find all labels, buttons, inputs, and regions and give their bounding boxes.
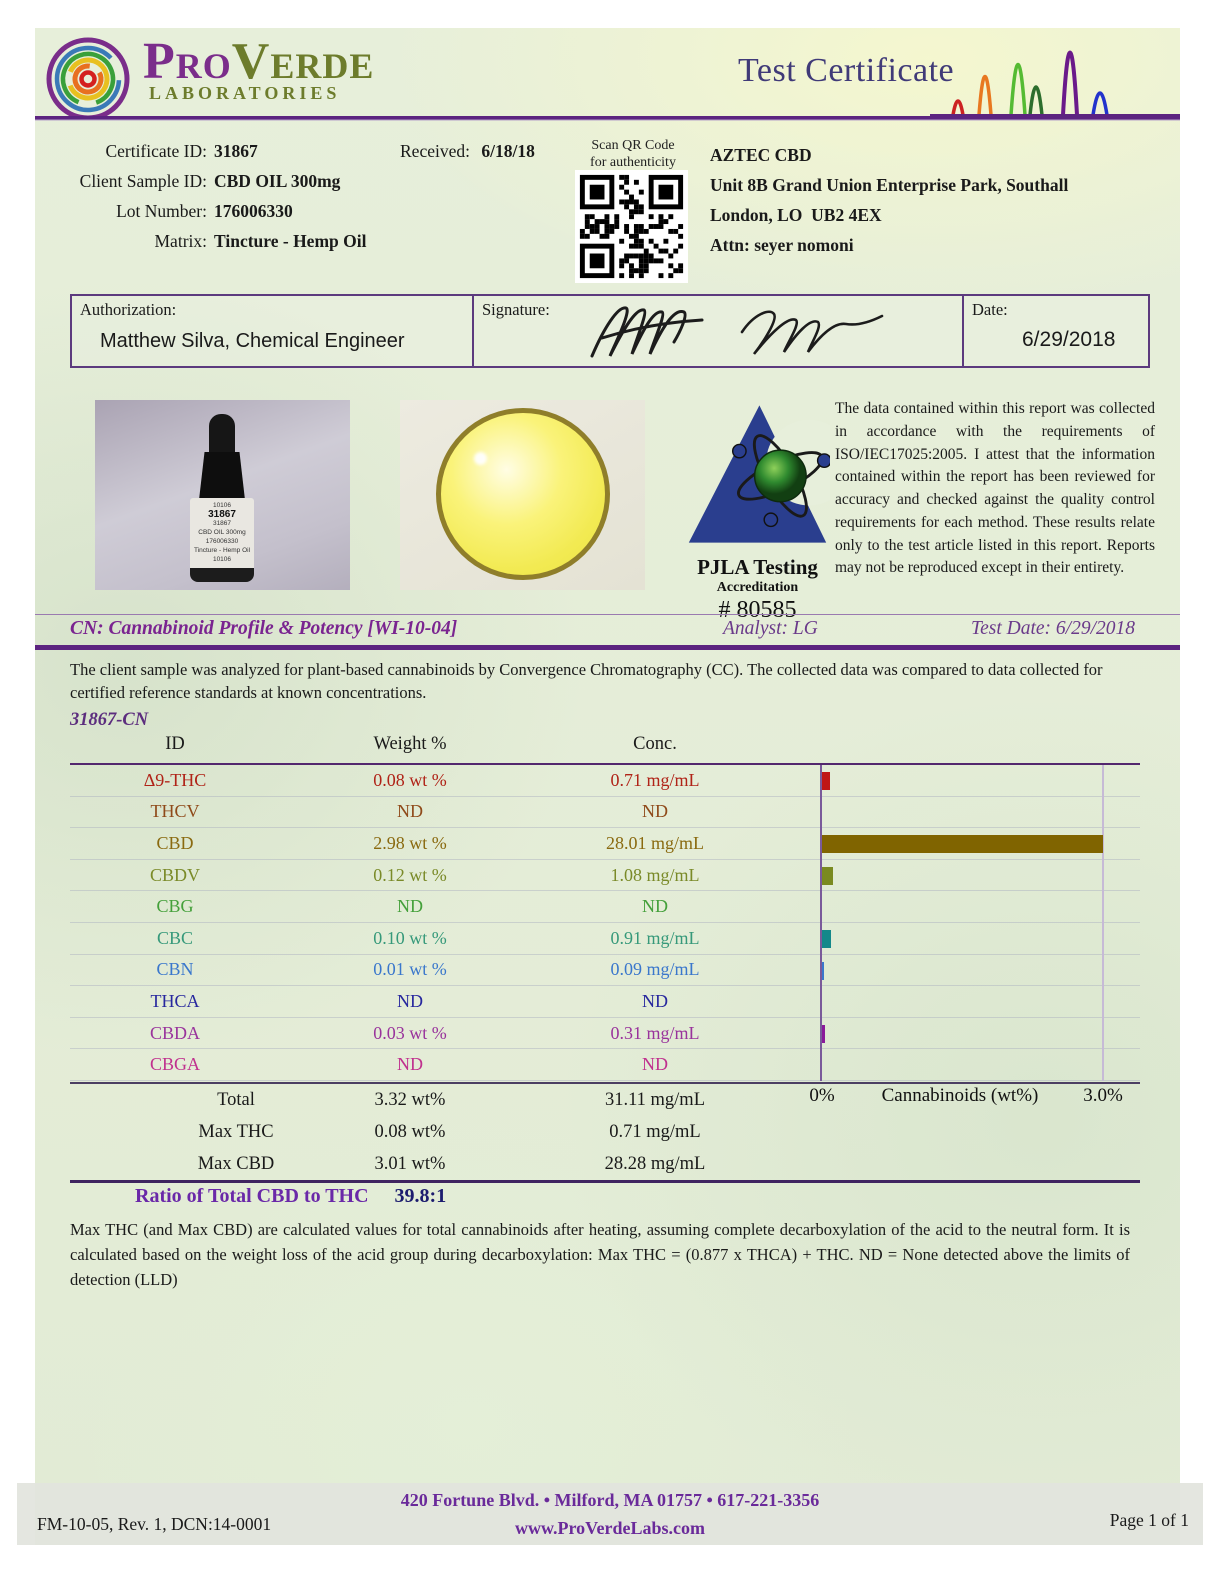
table-cell: ND xyxy=(397,896,423,917)
col-header-conc: Conc. xyxy=(633,734,677,754)
totals-cell: Total xyxy=(217,1089,255,1110)
table-cell: 0.09 mg/mL xyxy=(610,959,700,980)
table-row xyxy=(70,765,1140,797)
table-cell: ND xyxy=(642,990,668,1011)
bottle-dropper-bulb xyxy=(209,414,235,456)
totals-cell: Max CBD xyxy=(197,1153,275,1174)
totals-cell: 3.32 wt% xyxy=(374,1089,446,1110)
table-row xyxy=(70,955,1140,987)
totals-cell: 0.71 mg/mL xyxy=(609,1121,701,1142)
proverde-rainbow-icon xyxy=(43,36,135,122)
authorization-label: Authorization: xyxy=(80,300,177,319)
bottle-label-line: 31867 xyxy=(212,520,232,527)
table-cell: ND xyxy=(397,990,423,1011)
info-row xyxy=(35,201,395,222)
signature-label: Signature: xyxy=(482,300,550,319)
bottle-label-line: 176006330 xyxy=(205,538,239,545)
totals-cell: 28.28 mg/mL xyxy=(604,1153,706,1174)
authorization-cell xyxy=(72,296,472,366)
table-cell: 28.01 mg/mL xyxy=(606,832,704,853)
section-analyst: Analyst: LG xyxy=(723,618,818,639)
pjla-name: PJLA Testing xyxy=(697,555,818,579)
bottle-label-line: CBD OIL 300mg xyxy=(198,529,246,536)
chart-tick-min: 0% xyxy=(809,1085,835,1106)
table-row xyxy=(70,1049,1140,1081)
table-cell: 1.08 mg/mL xyxy=(610,864,700,885)
totals-cell: 31.11 mg/mL xyxy=(604,1089,706,1110)
table-cell: Δ9-THC xyxy=(143,769,207,790)
certificate-page xyxy=(35,28,1189,1545)
info-value: CBD OIL 300mg xyxy=(214,171,341,191)
table-row xyxy=(70,986,1140,1018)
received-value: 6/18/18 xyxy=(481,141,535,161)
bottle-label-line: Tincture - Hemp Oil xyxy=(193,547,251,554)
totals-row xyxy=(70,1116,1140,1148)
table-cell: CBD xyxy=(156,832,194,853)
header-divider xyxy=(35,116,1180,122)
info-row xyxy=(35,171,395,192)
ratio-label: Ratio of Total CBD to THC xyxy=(135,1185,369,1207)
proverde-wordmark xyxy=(143,33,375,103)
signature-image xyxy=(574,298,924,364)
bottle-base xyxy=(190,568,254,582)
pjla-logo xyxy=(685,400,830,548)
wordmark-pro: Pro xyxy=(143,33,232,90)
qr-code xyxy=(575,170,688,283)
footer-lab-address xyxy=(17,1487,1203,1543)
table-cell: CBGA xyxy=(149,1054,200,1075)
table-cell: THCV xyxy=(150,801,200,822)
info-value: 176006330 xyxy=(214,201,293,221)
totals-rows xyxy=(70,1082,1140,1183)
table-cell: 0.08 wt % xyxy=(373,769,447,790)
table-row xyxy=(70,797,1140,829)
sample-oil-photo xyxy=(400,400,645,590)
bottle-label-line: 31867 xyxy=(208,509,236,520)
client-attn: Attn: seyer nomoni xyxy=(710,235,854,255)
table-cell: 0.91 mg/mL xyxy=(610,927,700,948)
client-city: London, LO UB2 4EX xyxy=(710,205,882,225)
chromatogram-decoration xyxy=(930,48,1180,118)
section-divider xyxy=(35,645,1180,650)
totals-cell: 0.08 wt% xyxy=(374,1121,446,1142)
date-label: Date: xyxy=(972,300,1008,319)
info-label: Matrix: xyxy=(154,231,207,251)
totals-cell: 3.01 wt% xyxy=(374,1153,446,1174)
cbd-thc-ratio xyxy=(135,1185,446,1208)
info-row xyxy=(35,231,395,252)
table-row xyxy=(70,860,1140,892)
received-date xyxy=(400,141,535,162)
qr-caption: Scan QR Code for authenticity xyxy=(590,138,676,170)
ratio-value: 39.8:1 xyxy=(394,1185,447,1207)
footer-website: www.ProVerdeLabs.com xyxy=(515,1517,705,1538)
table-cell: CBG xyxy=(156,896,194,917)
wordmark-verde: Verde xyxy=(231,33,375,90)
received-label: Received: xyxy=(400,141,470,161)
sample-id-heading: 31867-CN xyxy=(70,710,149,730)
date-cell xyxy=(964,296,1148,366)
footer-address-line: 420 Fortune Blvd. • Milford, MA 01757 • 617-221-3356 xyxy=(400,1490,820,1510)
table-row xyxy=(70,891,1140,923)
table-cell: 0.03 wt % xyxy=(373,1022,447,1043)
section-test-date: Test Date: 6/29/2018 xyxy=(971,618,1135,639)
pjla-accreditation-label: Accreditation xyxy=(716,580,799,595)
page-title: Test Certificate xyxy=(738,52,955,89)
info-label: Client Sample ID: xyxy=(79,171,207,191)
table-cell: CBDA xyxy=(149,1022,200,1043)
info-row xyxy=(35,141,395,162)
authorization-name: Matthew Silva, Chemical Engineer xyxy=(100,330,405,352)
col-header-weight: Weight % xyxy=(373,734,447,754)
table-cell: ND xyxy=(642,1054,668,1075)
methodology-note: Max THC (and Max CBD) are calculated values for total cannabinoids after heating, assuming complete decarboxylation of the acid to the neutral form. It is calculated based on the weight loss of the acid group during decarboxylation: Max THC = (0.877 x THCA) + THC. ND = None detected above the limits of detection (LLD) xyxy=(70,1220,1130,1289)
info-value: Tincture - Hemp Oil xyxy=(214,231,367,251)
attestation-text: The data contained within this report was collected in accordance with the requirements of ISO/IEC17025:2005. I attest that the information contained within the report has been reviewed for accuracy and checked against the quality control requirements for each method. These results relate only to the test article listed in this report. Reports may not be reproduced except in their entirety. xyxy=(835,400,1155,577)
pjla-accreditation xyxy=(685,400,830,624)
authorization-table xyxy=(70,294,1150,368)
footer-page-number: Page 1 of 1 xyxy=(1109,1510,1189,1530)
oil-drop xyxy=(436,408,610,580)
chart-tick-max: 3.0% xyxy=(1083,1085,1123,1106)
table-cell: 0.31 mg/mL xyxy=(610,1022,700,1043)
page-footer xyxy=(17,1483,1203,1545)
table-cell: CBDV xyxy=(149,864,200,885)
client-address-block xyxy=(710,140,1068,260)
info-value: 31867 xyxy=(214,141,258,161)
client-address: Unit 8B Grand Union Enterprise Park, Southall xyxy=(710,175,1069,195)
table-cell: ND xyxy=(642,896,668,917)
footer-doc-number: FM-10-05, Rev. 1, DCN:14-0001 xyxy=(37,1514,272,1534)
table-row xyxy=(70,828,1140,860)
table-cell: CBC xyxy=(156,927,194,948)
section-title: CN: Cannabinoid Profile & Potency [WI-10-04] xyxy=(70,618,458,639)
totals-cell: Max THC xyxy=(198,1121,274,1142)
table-cell: 0.10 wt % xyxy=(373,927,447,948)
signature-cell xyxy=(472,296,964,366)
table-cell: 0.71 mg/mL xyxy=(610,769,700,790)
client-name: AZTEC CBD xyxy=(710,145,812,165)
table-cell: 2.98 wt % xyxy=(373,832,447,853)
wordmark-laboratories: LABORATORIES xyxy=(149,83,341,103)
qr-code-image xyxy=(575,170,688,283)
table-cell: 0.12 wt % xyxy=(373,864,447,885)
section-description: The client sample was analyzed for plant-based cannabinoids by Convergence Chromatography (CC). The collected data was compared to data collected for certified reference standards at known concentrations. xyxy=(70,660,1103,703)
table-row xyxy=(70,923,1140,955)
proverde-logo xyxy=(43,33,375,122)
totals-row xyxy=(70,1148,1140,1180)
totals-row xyxy=(70,1084,1140,1116)
sample-bottle-photo xyxy=(95,400,350,590)
table-cell: ND xyxy=(642,801,668,822)
table-cell: 0.01 wt % xyxy=(373,959,447,980)
col-header-id: ID xyxy=(165,734,185,754)
chart-axis-title: Cannabinoids (wt%) xyxy=(881,1085,1039,1106)
date-value: 6/29/2018 xyxy=(1022,328,1116,351)
table-cell: CBN xyxy=(156,959,194,980)
table-header xyxy=(70,734,1140,755)
info-label: Certificate ID: xyxy=(105,141,207,161)
bottle-dropper-collar xyxy=(199,452,245,500)
table-row xyxy=(70,1018,1140,1050)
bottle-label-line: 10106 xyxy=(212,556,232,563)
bottle-label xyxy=(190,498,254,564)
info-label: Lot Number: xyxy=(116,201,207,221)
pjla-number: # 80585 xyxy=(718,597,797,623)
table-cell: THCA xyxy=(150,990,200,1011)
bottle-label-line: 10106 xyxy=(212,502,232,509)
table-cell: ND xyxy=(397,1054,423,1075)
table-cell: ND xyxy=(397,801,423,822)
